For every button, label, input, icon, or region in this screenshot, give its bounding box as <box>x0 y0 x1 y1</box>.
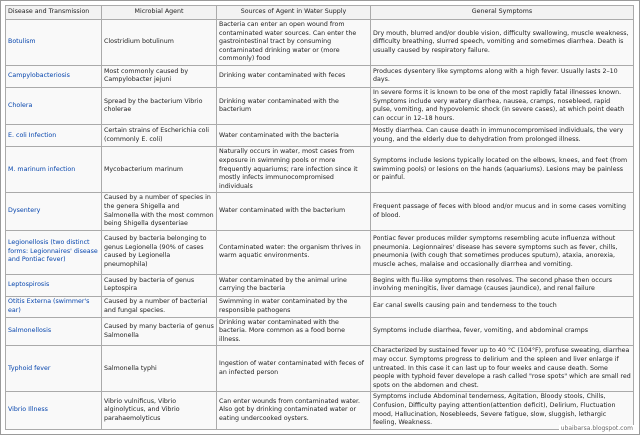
source-cell: Can enter wounds from contaminated water. Also got by drinking contaminated water or eating undercooked oysters. <box>217 392 371 429</box>
agent-cell: Most commonly caused by Campylobacter jejuni <box>102 65 217 87</box>
agent-cell: Caused by many bacteria of genus Salmonella <box>102 317 217 346</box>
table-row <box>6 346 634 392</box>
waterborne-diseases-table <box>5 5 634 430</box>
symptoms-cell: Characterized by sustained fever up to 40 °C (104°F), profuse sweating, diarrhea may occur. Symptoms progress to delirium and the spleen and liver enlarge if untreated. In this case it can last up to four weeks and cause death. Some people with typhoid fever develope a rash called "rose spots" which are small red spots on the abdomen and chest. <box>371 346 634 392</box>
table-row <box>6 125 634 147</box>
disease-cell[interactable]: Typhoid fever <box>6 346 102 392</box>
agent-cell: Spread by the bacterium Vibrio cholerae <box>102 87 217 124</box>
agent-cell: Caused by bacteria of genus Leptospira <box>102 274 217 296</box>
source-cell: Drinking water contaminated with the bacterium <box>217 87 371 124</box>
table-row <box>6 230 634 274</box>
disease-cell[interactable]: M. marinum infection <box>6 147 102 193</box>
disease-cell[interactable]: Salmonellosis <box>6 317 102 346</box>
agent-cell: Mycobacterium marinum <box>102 147 217 193</box>
disease-cell[interactable]: Botulism <box>6 20 102 66</box>
disease-cell[interactable]: Leptospirosis <box>6 274 102 296</box>
source-cell: Bacteria can enter an open wound from contaminated water sources. Can enter the gastrointestinal tract by consuming contaminated drinking water or (more commonly) food <box>217 20 371 66</box>
symptoms-cell: Pontiac fever produces milder symptoms resembling acute influenza without pneumonia. Legionnaires' disease has severe symptoms such as fever, chills, pneumonia (with cough that sometimes produces sputum), ataxia, anorexia, muscle aches, malaise and occasionally diarrhea and vomiting. <box>371 230 634 274</box>
source-cell: Drinking water contaminated with the bacteria. More common as a food borne illness. <box>217 317 371 346</box>
watermark-stamp: ubaibarsa.blogspot.com <box>560 425 633 432</box>
symptoms-cell: Begins with flu-like symptoms then resolves. The second phase then occurs involving meningitis, liver damage (causes jaundice), and renal failure <box>371 274 634 296</box>
agent-cell: Caused by a number of species in the genera Shigella and Salmonella with the most common being Shigella dysenteriae <box>102 193 217 230</box>
source-cell: Water contaminated by the animal urine carrying the bacteria <box>217 274 371 296</box>
source-cell: Naturally occurs in water, most cases from exposure in swimming pools or more frequently aquariums; rare infection since it mostly infects immunocompromised individuals <box>217 147 371 193</box>
table-row <box>6 65 634 87</box>
table-row <box>6 274 634 296</box>
table-row <box>6 193 634 230</box>
source-cell: Water contaminated with the bacterium <box>217 193 371 230</box>
header-symptoms[interactable]: General Symptoms <box>371 6 634 20</box>
disease-cell[interactable]: Otitis Externa (swimmer's ear) <box>6 296 102 317</box>
table-row <box>6 296 634 317</box>
table-row <box>6 147 634 193</box>
symptoms-cell: Symptoms include Abdominal tenderness, Agitation, Bloody stools, Chills, Confusion, Difficulty paying attention(attention deficit), Delirium, Fluctuation mood, Hallucination, Nosebleeds, Severe fatigue, slow, sluggish, lethargic feeling, Weakness. <box>371 392 634 429</box>
symptoms-cell: Frequent passage of feces with blood and/or mucus and in some cases vomiting of blood. <box>371 193 634 230</box>
symptoms-cell: Dry mouth, blurred and/or double vision, difficulty swallowing, muscle weakness, difficulty breathing, slurred speech, vomiting and sometimes diarrhea. Death is usually caused by respiratory failure. <box>371 20 634 66</box>
table-row <box>6 392 634 429</box>
header-agent[interactable]: Microbial Agent <box>102 6 217 20</box>
disease-cell[interactable]: Vibrio Illness <box>6 392 102 429</box>
source-cell: Ingestion of water contaminated with feces of an infected person <box>217 346 371 392</box>
disease-cell[interactable]: E. coli Infection <box>6 125 102 147</box>
agent-cell: Caused by a number of bacterial and fungal species. <box>102 296 217 317</box>
table-row <box>6 317 634 346</box>
symptoms-cell: Ear canal swells causing pain and tenderness to the touch <box>371 296 634 317</box>
agent-cell: Clostridium botulinum <box>102 20 217 66</box>
agent-cell: Vibrio vulnificus, Vibrio alginolyticus, and Vibrio parahaemolyticus <box>102 392 217 429</box>
symptoms-cell: Produces dysentery like symptoms along with a high fever. Usually lasts 2–10 days. <box>371 65 634 87</box>
disease-cell[interactable]: Legionellosis (two distinct forms: Legionnaires' disease and Pontiac fever) <box>6 230 102 274</box>
source-cell: Drinking water contaminated with feces <box>217 65 371 87</box>
agent-cell: Salmonella typhi <box>102 346 217 392</box>
header-row <box>6 6 634 20</box>
agent-cell: Certain strains of Escherichia coli (commonly E. coli) <box>102 125 217 147</box>
symptoms-cell: In severe forms it is known to be one of the most rapidly fatal illnesses known. Symptoms include very watery diarrhea, nausea, cramps, nosebleed, rapid pulse, vomiting, and hypovolemic shock (in severe cases), at which point death can occur in 12–18 hours. <box>371 87 634 124</box>
symptoms-cell: Symptoms include lesions typically located on the elbows, knees, and feet (from swimming pools) or lesions on the hands (aquariums). Lesions may be painless or painful. <box>371 147 634 193</box>
header-disease[interactable]: Disease and Transmission <box>6 6 102 20</box>
source-cell: Contaminated water: the organism thrives in warm aquatic environments. <box>217 230 371 274</box>
disease-cell[interactable]: Dysentery <box>6 193 102 230</box>
symptoms-cell: Symptoms include diarrhea, fever, vomiting, and abdominal cramps <box>371 317 634 346</box>
source-cell: Water contaminated with the bacteria <box>217 125 371 147</box>
disease-cell[interactable]: Campylobacteriosis <box>6 65 102 87</box>
disease-cell[interactable]: Cholera <box>6 87 102 124</box>
table-row <box>6 87 634 124</box>
header-source[interactable]: Sources of Agent in Water Supply <box>217 6 371 20</box>
symptoms-cell: Mostly diarrhea. Can cause death in immunocompromised individuals, the very young, and the elderly due to dehydration from prolonged illness. <box>371 125 634 147</box>
table-row <box>6 20 634 66</box>
agent-cell: Caused by bacteria belonging to genus Legionella (90% of cases caused by Legionella pneumophila) <box>102 230 217 274</box>
source-cell: Swimming in water contaminated by the responsible pathogens <box>217 296 371 317</box>
